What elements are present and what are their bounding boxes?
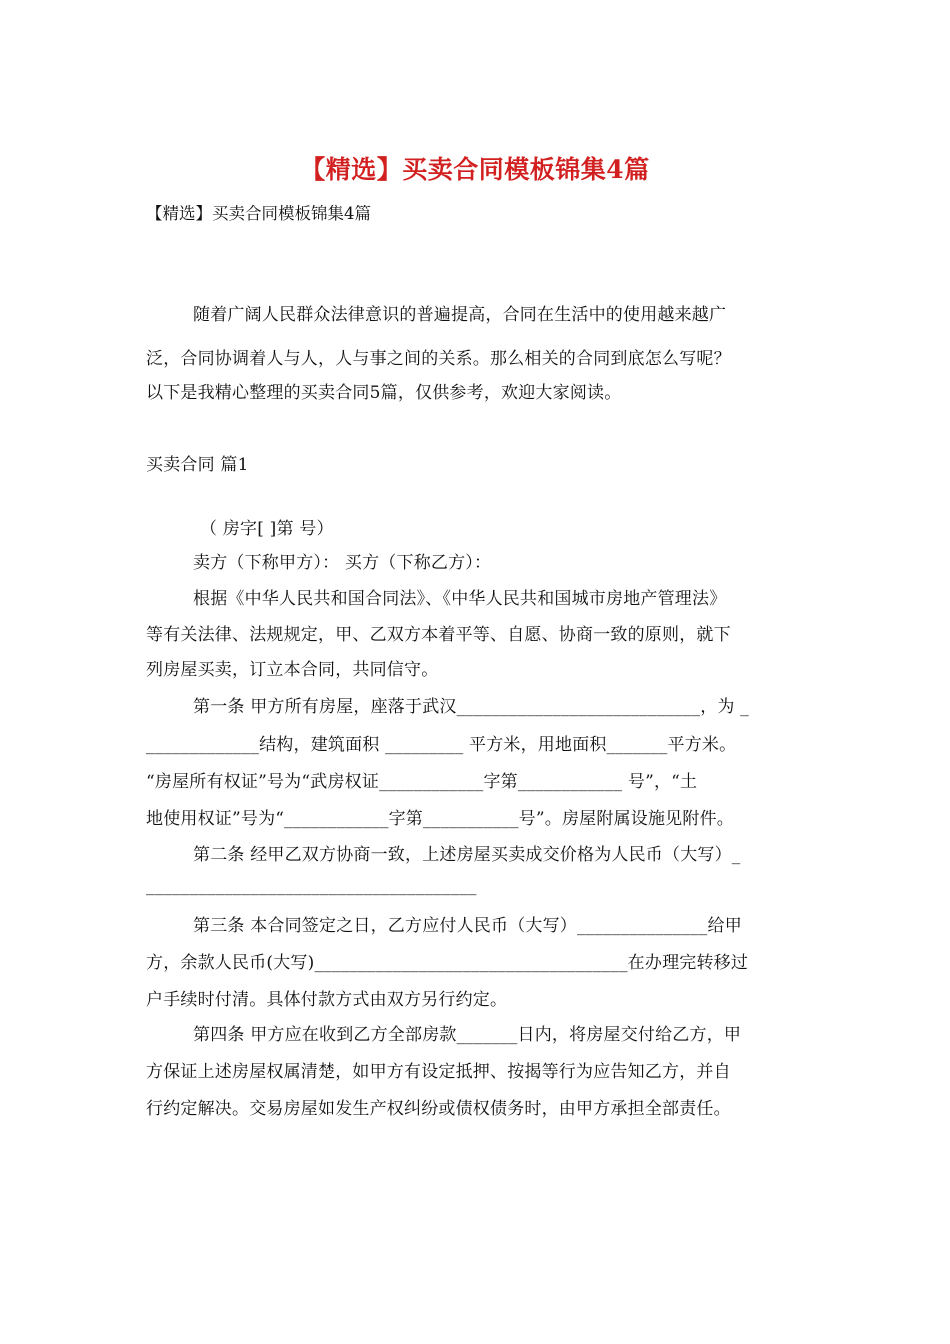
article-2-line: 第二条 经甲乙双方协商一致，上述房屋买卖成交价格为人民币（大写）_ (193, 845, 741, 865)
article-4-line: 第四条 甲方应在收到乙方全部房款_______日内，将房屋交付给乙方，甲 (193, 1025, 742, 1045)
article-3-line: 户手续时付清。具体付款方式由双方另行约定。 (146, 990, 508, 1010)
intro-line: 泛，合同协调着人与人，人与事之间的关系。那么相关的合同到底怎么写呢？ (146, 349, 731, 369)
intro-line: 随着广阔人民群众法律意识的普遍提高，合同在生活中的使用越来越广 (193, 305, 727, 325)
article-1-line: _____________结构，建筑面积 _________ 平方米，用地面积_______平方米。 (146, 735, 737, 755)
article-1-line: “房屋所有权证”号为“武房权证____________字第____________ 号”，“土 (146, 772, 698, 792)
article-4-line: 行约定解决。交易房屋如发生产权纠纷或债权债务时，由甲方承担全部责任。 (146, 1099, 731, 1119)
contract-number-line: （ 房字[ ]第 号） (200, 519, 334, 539)
document-title: 【精选】买卖合同模板锦集4篇 (300, 155, 650, 184)
article-1-line: 地使用权证”号为“____________字第___________号”。房屋附属设施见附件。 (146, 809, 734, 829)
contract-basis-line: 根据《中华人民共和国合同法》、《中华人民共和国城市房地产管理法》 (193, 589, 727, 609)
contract-basis-line: 列房屋买卖，订立本合同，共同信守。 (146, 660, 439, 680)
article-2-line: ______________________________________ (146, 876, 477, 896)
article-1-line: 第一条 甲方所有房屋，座落于武汉____________________________，为 _ (193, 697, 749, 717)
section-heading: 买卖合同 篇1 (146, 455, 249, 475)
article-3-line: 方，余款人民币(大写)____________________________________在办理完转移过 (146, 953, 749, 973)
article-4-line: 方保证上述房屋权属清楚，如甲方有设定抵押、按揭等行为应告知乙方，并自 (146, 1062, 731, 1082)
intro-line: 以下是我精心整理的买卖合同5篇，仅供参考，欢迎大家阅读。 (146, 383, 622, 403)
contract-basis-line: 等有关法律、法规规定，甲、乙双方本着平等、自愿、协商一致的原则，就下 (146, 625, 731, 645)
contract-parties-line: 卖方（下称甲方）： 买方（下称乙方）： (193, 553, 492, 573)
document-subtitle: 【精选】买卖合同模板锦集4篇 (146, 204, 371, 223)
article-3-line: 第三条 本合同签定之日，乙方应付人民币（大写）_______________给甲 (193, 916, 742, 936)
